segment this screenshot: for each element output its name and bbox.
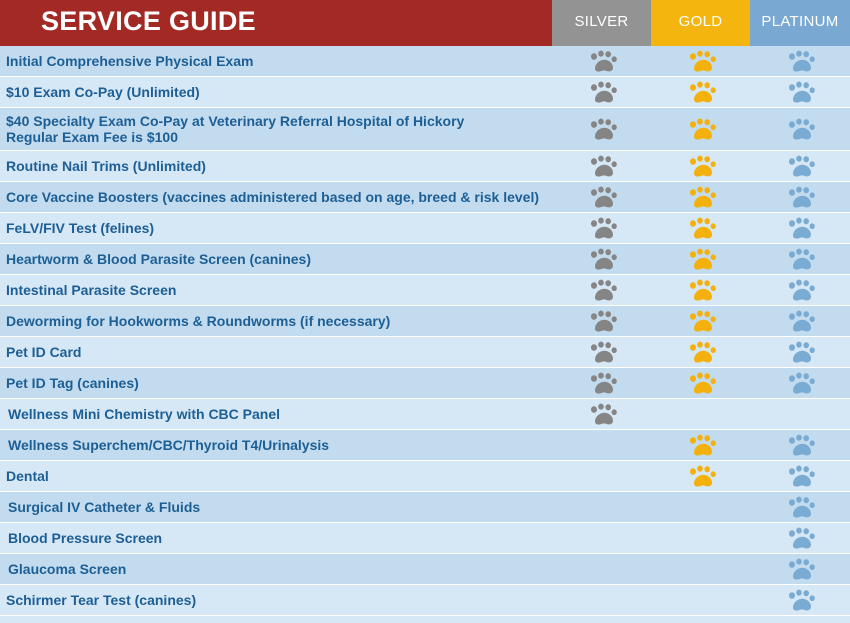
paw-print-icon bbox=[784, 81, 816, 103]
paw-print-icon bbox=[784, 434, 816, 456]
silver-cell bbox=[552, 275, 651, 305]
gold-cell bbox=[651, 108, 750, 150]
paw-print-icon bbox=[784, 465, 816, 487]
platinum-cell bbox=[750, 585, 850, 615]
paw-print-icon bbox=[685, 465, 717, 487]
silver-cell bbox=[552, 108, 651, 150]
service-label: $40 Specialty Exam Co-Pay at Veterinary Referral Hospital of Hickory Regular Exam Fee is $100 bbox=[6, 113, 465, 145]
service-label: Intestinal Parasite Screen bbox=[6, 282, 177, 298]
service-label: Routine Nail Trims (Unlimited) bbox=[6, 158, 206, 174]
service-guide-header bbox=[0, 0, 850, 46]
service-label: Dental bbox=[6, 468, 49, 484]
table-row bbox=[0, 430, 850, 461]
paw-print-icon bbox=[685, 279, 717, 301]
table-row bbox=[0, 244, 850, 275]
gold-cell bbox=[651, 182, 750, 212]
tier-header-silver: SILVER bbox=[552, 0, 651, 46]
silver-cell bbox=[552, 492, 651, 522]
paw-print-icon bbox=[685, 118, 717, 140]
table-row bbox=[0, 275, 850, 306]
paw-print-icon bbox=[784, 186, 816, 208]
platinum-cell bbox=[750, 275, 850, 305]
paw-print-icon bbox=[685, 217, 717, 239]
page-title: SERVICE GUIDE bbox=[41, 6, 256, 36]
paw-print-icon bbox=[586, 217, 618, 239]
silver-cell bbox=[552, 46, 651, 76]
paw-print-icon bbox=[685, 155, 717, 177]
silver-cell bbox=[552, 151, 651, 181]
paw-print-icon bbox=[784, 527, 816, 549]
paw-print-icon bbox=[586, 118, 618, 140]
platinum-cell bbox=[750, 213, 850, 243]
gold-cell bbox=[651, 213, 750, 243]
platinum-cell bbox=[750, 46, 850, 76]
gold-cell bbox=[651, 244, 750, 274]
gold-cell bbox=[651, 306, 750, 336]
gold-cell bbox=[651, 151, 750, 181]
service-label: Blood Pressure Screen bbox=[8, 530, 163, 546]
paw-print-icon bbox=[586, 310, 618, 332]
gold-cell bbox=[651, 430, 750, 460]
paw-print-icon bbox=[685, 310, 717, 332]
paw-print-icon bbox=[586, 403, 618, 425]
silver-cell bbox=[552, 399, 651, 429]
gold-cell bbox=[651, 399, 750, 429]
service-label: $10 Exam Co-Pay (Unlimited) bbox=[6, 84, 200, 100]
service-label: Initial Comprehensive Physical Exam bbox=[6, 53, 254, 69]
table-row bbox=[0, 108, 850, 151]
gold-cell bbox=[651, 368, 750, 398]
platinum-cell bbox=[750, 554, 850, 584]
platinum-cell bbox=[750, 151, 850, 181]
gold-cell bbox=[651, 46, 750, 76]
paw-print-icon bbox=[586, 248, 618, 270]
service-label: FeLV/FIV Test (felines) bbox=[6, 220, 155, 236]
table-row bbox=[0, 77, 850, 108]
table-row bbox=[0, 306, 850, 337]
silver-cell bbox=[552, 585, 651, 615]
paw-print-icon bbox=[784, 118, 816, 140]
paw-print-icon bbox=[685, 341, 717, 363]
paw-print-icon bbox=[685, 434, 717, 456]
paw-print-icon bbox=[586, 279, 618, 301]
paw-print-icon bbox=[586, 50, 618, 72]
table-row bbox=[0, 492, 850, 523]
table-row bbox=[0, 368, 850, 399]
platinum-cell bbox=[750, 523, 850, 553]
tier-header-platinum: PLATINUM bbox=[750, 0, 850, 46]
silver-cell bbox=[552, 244, 651, 274]
tier-header-gold: GOLD bbox=[651, 0, 750, 46]
paw-print-icon bbox=[784, 217, 816, 239]
table-row bbox=[0, 399, 850, 430]
table-row bbox=[0, 182, 850, 213]
service-label: Wellness Superchem/CBC/Thyroid T4/Urinalysis bbox=[8, 437, 330, 453]
silver-cell bbox=[552, 368, 651, 398]
platinum-cell bbox=[750, 368, 850, 398]
paw-print-icon bbox=[784, 589, 816, 611]
paw-print-icon bbox=[784, 341, 816, 363]
paw-print-icon bbox=[586, 155, 618, 177]
paw-print-icon bbox=[685, 248, 717, 270]
paw-print-icon bbox=[586, 372, 618, 394]
title-cell bbox=[0, 0, 552, 46]
gold-cell bbox=[651, 554, 750, 584]
paw-print-icon bbox=[586, 81, 618, 103]
paw-print-icon bbox=[784, 310, 816, 332]
platinum-cell bbox=[750, 430, 850, 460]
paw-print-icon bbox=[784, 279, 816, 301]
paw-print-icon bbox=[784, 558, 816, 580]
service-table bbox=[0, 46, 850, 616]
gold-cell bbox=[651, 523, 750, 553]
silver-cell bbox=[552, 213, 651, 243]
service-label: Glaucoma Screen bbox=[8, 561, 127, 577]
platinum-cell bbox=[750, 399, 850, 429]
paw-print-icon bbox=[685, 372, 717, 394]
silver-cell bbox=[552, 306, 651, 336]
gold-cell bbox=[651, 77, 750, 107]
silver-cell bbox=[552, 337, 651, 367]
table-row bbox=[0, 337, 850, 368]
paw-print-icon bbox=[586, 186, 618, 208]
silver-cell bbox=[552, 554, 651, 584]
service-label: Surgical IV Catheter & Fluids bbox=[8, 499, 201, 515]
silver-cell bbox=[552, 461, 651, 491]
service-label: Core Vaccine Boosters (vaccines administered based on age, breed & risk level) bbox=[6, 189, 539, 205]
gold-cell bbox=[651, 585, 750, 615]
paw-print-icon bbox=[784, 372, 816, 394]
table-row bbox=[0, 523, 850, 554]
paw-print-icon bbox=[784, 496, 816, 518]
silver-cell bbox=[552, 182, 651, 212]
table-row bbox=[0, 213, 850, 244]
service-label: Schirmer Tear Test (canines) bbox=[6, 592, 197, 608]
service-label: Pet ID Tag (canines) bbox=[6, 375, 139, 391]
table-row bbox=[0, 585, 850, 616]
service-label: Deworming for Hookworms & Roundworms (if necessary) bbox=[6, 313, 391, 329]
silver-cell bbox=[552, 430, 651, 460]
paw-print-icon bbox=[784, 248, 816, 270]
paw-print-icon bbox=[685, 186, 717, 208]
paw-print-icon bbox=[685, 50, 717, 72]
table-row bbox=[0, 554, 850, 585]
paw-print-icon bbox=[784, 155, 816, 177]
table-row bbox=[0, 46, 850, 77]
paw-print-icon bbox=[685, 81, 717, 103]
service-label: Pet ID Card bbox=[6, 344, 82, 360]
platinum-cell bbox=[750, 337, 850, 367]
gold-cell bbox=[651, 337, 750, 367]
silver-cell bbox=[552, 77, 651, 107]
service-label: Heartworm & Blood Parasite Screen (canines) bbox=[6, 251, 311, 267]
gold-cell bbox=[651, 275, 750, 305]
platinum-cell bbox=[750, 492, 850, 522]
paw-print-icon bbox=[784, 50, 816, 72]
gold-cell bbox=[651, 492, 750, 522]
silver-cell bbox=[552, 523, 651, 553]
service-label: Wellness Mini Chemistry with CBC Panel bbox=[8, 406, 281, 422]
platinum-cell bbox=[750, 461, 850, 491]
platinum-cell bbox=[750, 306, 850, 336]
table-row bbox=[0, 461, 850, 492]
platinum-cell bbox=[750, 77, 850, 107]
table-row bbox=[0, 151, 850, 182]
platinum-cell bbox=[750, 108, 850, 150]
platinum-cell bbox=[750, 182, 850, 212]
paw-print-icon bbox=[586, 341, 618, 363]
platinum-cell bbox=[750, 244, 850, 274]
gold-cell bbox=[651, 461, 750, 491]
